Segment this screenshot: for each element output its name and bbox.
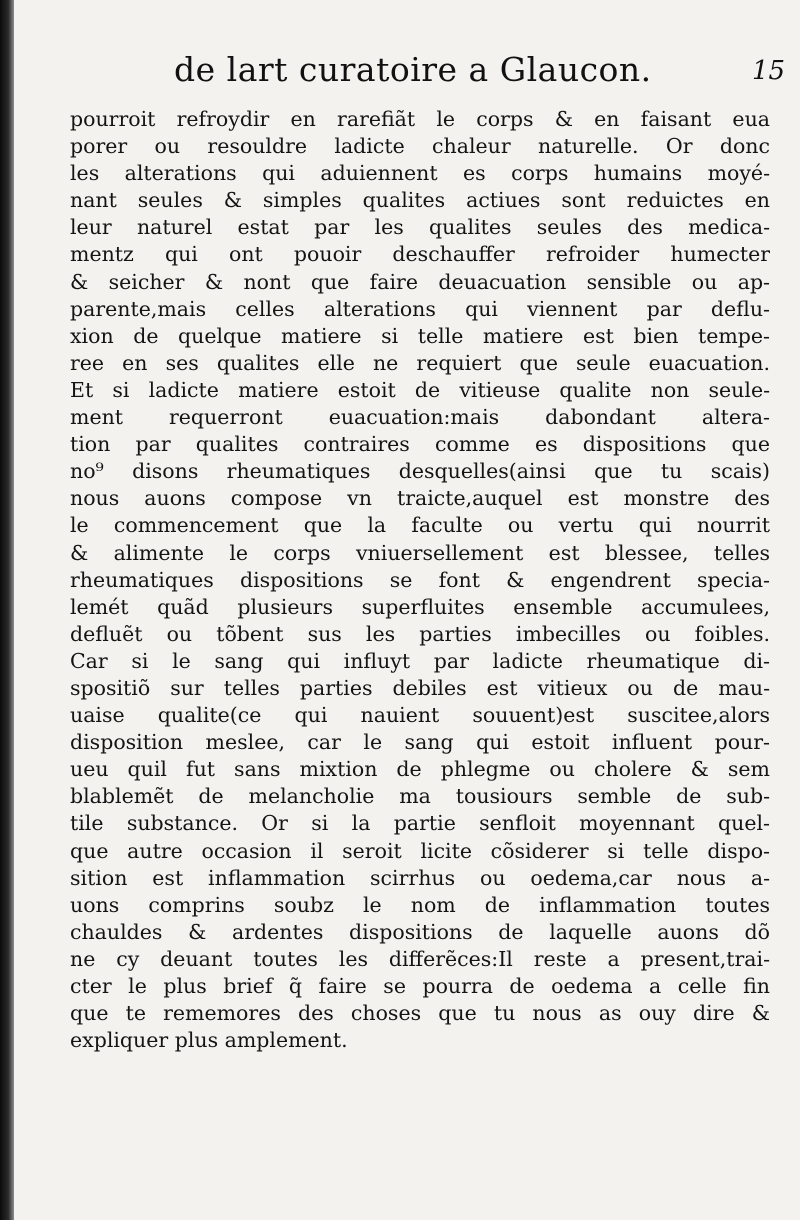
text-line: & alimente le corps vniuersellement est blessee, telles <box>70 540 770 565</box>
text-line: tion par qualites contraires comme es dispositions que <box>70 432 770 457</box>
text-line: cter le plus brief q̃ faire se pourra de oedema a celle fin <box>70 974 770 998</box>
text-line: & seicher & nont que faire deuacuation sensible ou ap- <box>70 269 770 294</box>
book-page <box>14 0 800 1220</box>
text-line: ree en ses qualites elle ne requiert que seule euacuation. <box>70 350 770 375</box>
text-line: les alterations qui aduiennent es corps humains moyé- <box>70 161 770 186</box>
text-line: que te rememores des choses que tu nous as ouy dire & <box>70 1001 770 1026</box>
text-line: spositiõ sur telles parties debiles est vitieux ou de mau- <box>70 675 770 700</box>
book-spine-shadow <box>0 0 14 1220</box>
text-line: no⁹ disons rheumatiques desquelles(ainsi que tu scais) <box>70 459 770 484</box>
text-line: chauldes & ardentes dispositions de laquelle auons dõ <box>70 919 770 944</box>
text-line: mentz qui ont pouoir deschauffer refroider humecter <box>70 242 770 267</box>
text-line: blablemẽt de melancholie ma tousiours semble de sub- <box>70 784 770 809</box>
text-line: leur naturel estat par les qualites seules des medica- <box>70 215 770 240</box>
text-line: pourroit refroydir en rarefiãt le corps & en faisant eua <box>70 107 770 131</box>
text-line-last: expliquer plus amplement. <box>70 1028 348 1053</box>
text-line: nous auons compose vn traicte,auquel est monstre des <box>70 486 770 511</box>
text-line: disposition meslee, car le sang qui estoit influent pour- <box>70 730 770 755</box>
text-line: lemét quãd plusieurs superfluites ensemble accumulees, <box>70 594 770 619</box>
text-line: sition est inflammation scirrhus ou oedema,car nous a- <box>70 865 770 890</box>
text-line: Car si le sang qui influyt par ladicte rheumatique di- <box>70 648 770 673</box>
page-number: 15 <box>752 56 786 86</box>
text-line: nant seules & simples qualites actiues sont reduictes en <box>70 188 770 213</box>
text-line: que autre occasion il seroit licite cõsiderer si telle dispo- <box>70 838 770 863</box>
text-line: Et si ladicte matiere estoit de vitieuse qualite non seule- <box>70 377 770 402</box>
text-line: ueu quil fut sans mixtion de phlegme ou cholere & sem <box>70 757 770 782</box>
text-line: xion de quelque matiere si telle matiere est bien tempe- <box>70 323 770 348</box>
text-line: defluẽt ou tõbent sus les parties imbecilles ou foibles. <box>70 621 770 646</box>
text-line: ment requerront euacuation:mais dabondant altera- <box>70 405 770 430</box>
running-title: de lart curatoire a Glaucon. <box>174 50 652 89</box>
text-line: le commencement que la faculte ou vertu qui nourrit <box>70 513 770 538</box>
text-line: rheumatiques dispositions se font & engendrent specia- <box>70 567 770 592</box>
text-line: tile substance. Or si la partie senfloit moyennant quel- <box>70 811 770 836</box>
text-line: uaise qualite(ce qui nauient souuent)est suscitee,alors <box>70 703 770 728</box>
text-line: uons comprins soubz le nom de inflammation toutes <box>70 892 770 917</box>
text-line: parente,mais celles alterations qui viennent par deflu- <box>70 296 770 321</box>
body-text <box>70 106 770 1054</box>
text-line: porer ou resouldre ladicte chaleur naturelle. Or donc <box>70 134 770 159</box>
text-line: ne cy deuant toutes les differẽces:Il reste a present,trai- <box>70 946 770 971</box>
page-header <box>14 50 800 100</box>
